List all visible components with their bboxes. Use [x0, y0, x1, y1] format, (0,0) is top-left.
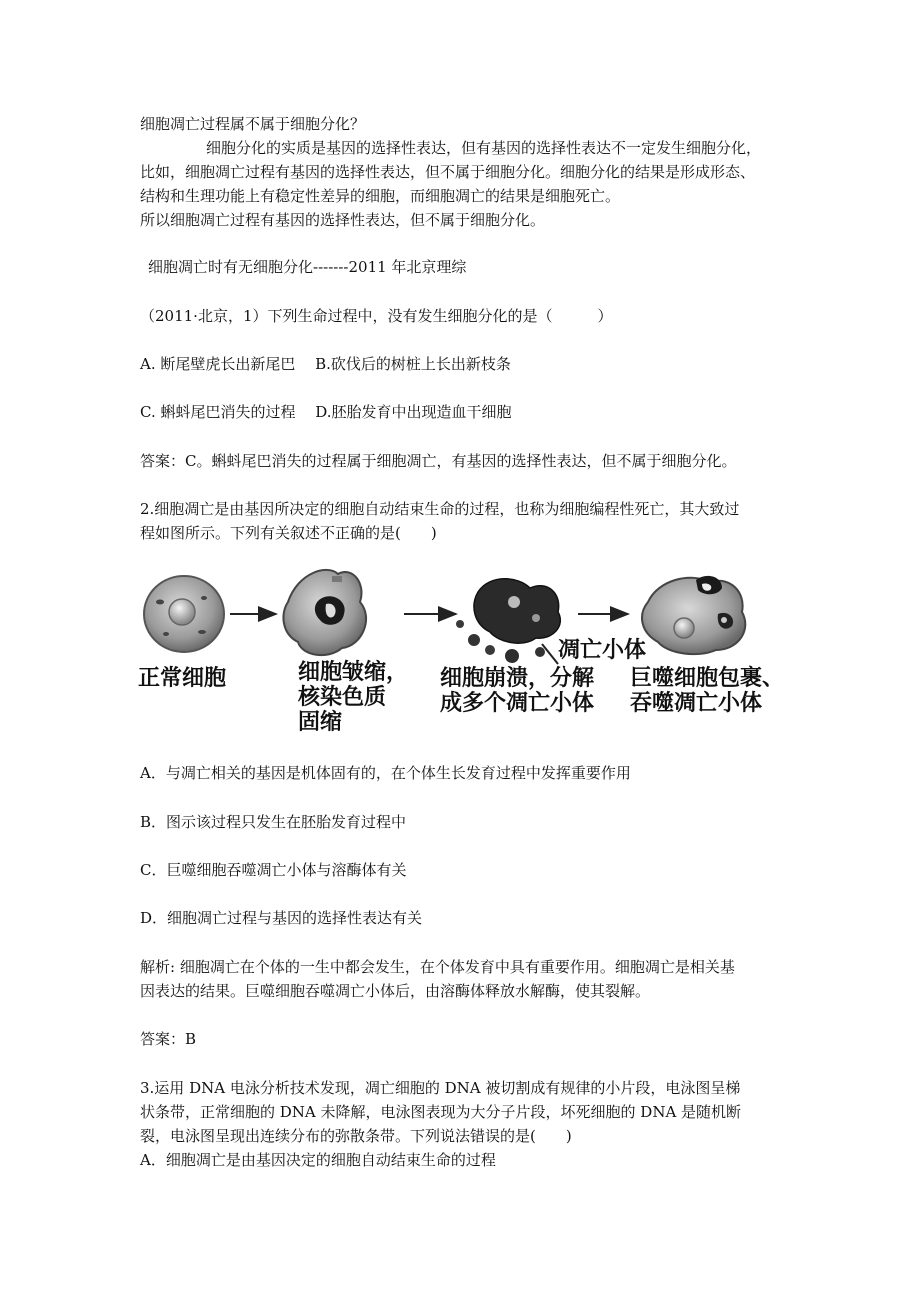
q3-stem-line: 状条带，正常细胞的 DNA 未降解，电泳图表现为大分子片段，坏死细胞的 DNA 是随机断 [140, 1103, 742, 1121]
normal-cell-icon [144, 576, 224, 652]
paragraph-line: 细胞分化的实质是基因的选择性表达，但有基因的选择性表达不一定发生细胞分化， [206, 139, 762, 157]
macrophage-cell-icon [642, 576, 745, 654]
q2-option-a: A．与凋亡相关的基因是机体固有的，在个体生长发育过程中发挥重要作用 [140, 764, 631, 782]
q2-option-d: D．细胞凋亡过程与基因的选择性表达有关 [140, 909, 423, 927]
q2-stem-line: 2.细胞凋亡是由基因所决定的细胞自动结束生命的过程，也称为细胞编程性死亡，其大致过 [140, 500, 740, 518]
q1-answer: 答案：C。蝌蚪尾巴消失的过程属于细胞凋亡，有基因的选择性表达，但不属于细胞分化。 [140, 452, 737, 470]
q1-options-cd: C. 蝌蚪尾巴消失的过程 D.胚胎发育中出现造血干细胞 [140, 403, 512, 421]
q2-option-c: C．巨噬细胞吞噬凋亡小体与溶酶体有关 [140, 861, 407, 879]
label-macrophage-engulf: 巨噬细胞包裹、 吞噬凋亡小体 [630, 666, 785, 716]
q1-stem: （2011·北京，1）下列生命过程中，没有发生细胞分化的是（ ） [140, 307, 613, 325]
paragraph-line: 比如，细胞凋亡过程有基因的选择性表达，但不属于细胞分化。细胞分化的结果是形成形态、 [140, 163, 756, 181]
q1-options-ab: A. 断尾壁虎长出新尾巴 B.砍伐后的树桩上长出新枝条 [140, 355, 511, 373]
q2-analysis-line: 因表达的结果。巨噬细胞吞噬凋亡小体后，由溶酶体释放水解酶，使其裂解。 [140, 982, 651, 1000]
apoptosis-figure [138, 562, 788, 735]
shrunken-cell-icon [283, 570, 366, 655]
q2-answer: 答案：B [140, 1030, 197, 1048]
q3-option-a: A．细胞凋亡是由基因决定的细胞自动结束生命的过程 [140, 1151, 496, 1169]
q2-analysis-line: 解析: 细胞凋亡在个体的一生中都会发生，在个体发育中具有重要作用。细胞凋亡是相关基 [140, 958, 735, 976]
paragraph-line: 所以细胞凋亡过程有基因的选择性表达，但不属于细胞分化。 [140, 211, 546, 229]
apoptotic-bodies-icon [456, 579, 560, 664]
label-cell-collapse: 细胞崩溃，分解 成多个凋亡小体 [440, 666, 595, 716]
label-apoptotic-body: 凋亡小体 [558, 638, 647, 663]
q3-stem-line: 3.运用 DNA 电泳分析技术发现，凋亡细胞的 DNA 被切割成有规律的小片段，电泳图呈梯 [140, 1079, 741, 1097]
label-normal-cell: 正常细胞 [138, 666, 227, 691]
question-heading: 细胞凋亡过程属不属于细胞分化？ [140, 115, 366, 133]
label-cell-shrink: 细胞皱缩， 核染色质 固缩 [298, 660, 409, 735]
section-subheading: 细胞凋亡时有无细胞分化-------2011 年北京理综 [148, 258, 467, 276]
q2-option-b: B．图示该过程只发生在胚胎发育过程中 [140, 813, 407, 831]
paragraph-line: 结构和生理功能上有稳定性差异的细胞，而细胞凋亡的结果是细胞死亡。 [140, 187, 621, 205]
q2-stem-line: 程如图所示。下列有关叙述不正确的是( ) [140, 524, 437, 542]
q3-stem-line: 裂，电泳图呈现出连续分布的弥散条带。下列说法错误的是( ) [140, 1127, 572, 1145]
